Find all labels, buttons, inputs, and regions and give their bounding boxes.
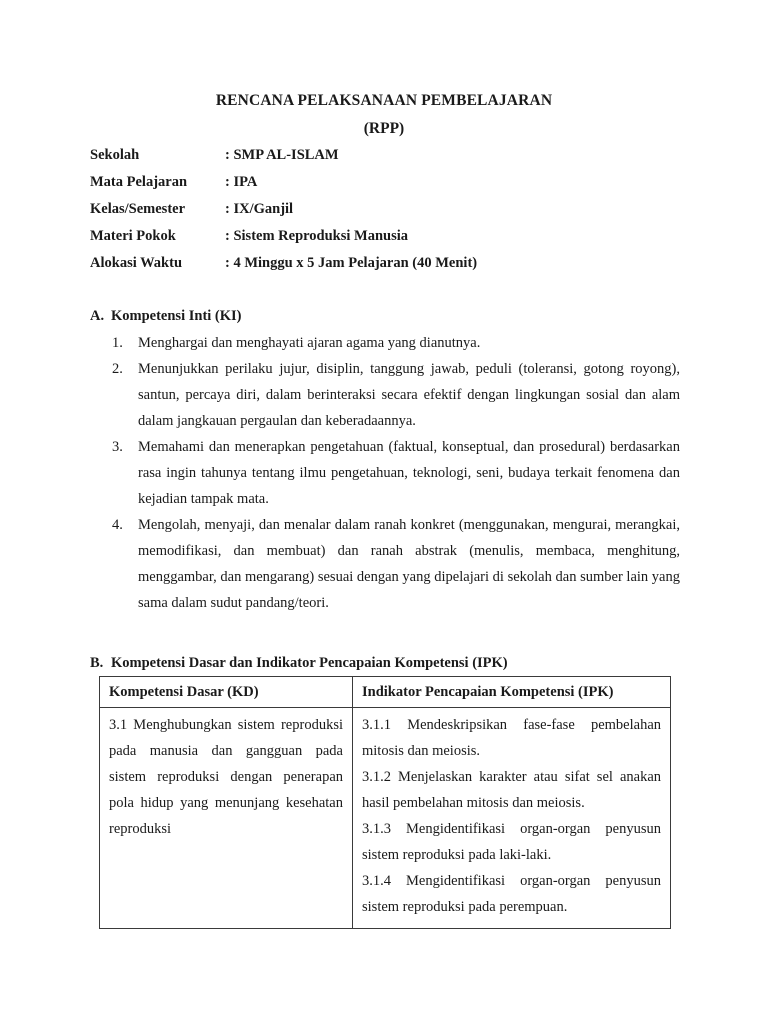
section-title-kompetensi-inti: Kompetensi Inti (KI): [111, 308, 242, 324]
page-subtitle: (RPP): [363, 120, 405, 137]
metadata-value-materi-pokok: : Sistem Reproduksi Manusia: [225, 228, 409, 244]
metadata-row: [90, 147, 680, 174]
metadata-value-alokasi-waktu: : 4 Minggu x 5 Jam Pelajaran (40 Menit): [225, 255, 478, 271]
metadata-value-sekolah: : SMP AL-ISLAM: [225, 147, 339, 163]
table-cell-kompetensi-dasar: [100, 708, 353, 929]
metadata-value-kelas-semester: : IX/Ganjil: [225, 201, 294, 217]
table-cell-indikator: [353, 708, 671, 929]
list-item-number: 4.: [112, 517, 123, 533]
list-item: [112, 356, 680, 434]
list-item: [112, 330, 680, 356]
metadata-label-alokasi-waktu: Alokasi Waktu: [90, 255, 183, 271]
table-header-row: [100, 677, 671, 708]
section-heading-kompetensi-inti: [90, 308, 680, 325]
metadata-label-mata-pelajaran: Mata Pelajaran: [90, 174, 188, 190]
section-letter-a: A.: [90, 308, 105, 324]
table-row: [100, 708, 671, 929]
list-item-number: 1.: [112, 335, 123, 351]
list-item-text: Menunjukkan perilaku jujur, disiplin, tanggung jawab, peduli (toleransi, gotong royong), santun, percaya diri, dalam berinteraksi secara efektif dengan lingkungan sosial dan alam dalam jangkauan pergaulan dan keberadaannya.: [138, 361, 680, 429]
table-header-indikator: Indikator Pencapaian Kompetensi (IPK): [353, 677, 671, 708]
metadata-label-sekolah: Sekolah: [90, 147, 140, 163]
metadata-label-materi-pokok: Materi Pokok: [90, 228, 176, 244]
list-item-number: 3.: [112, 439, 123, 455]
list-item-text: Mengolah, menyaji, dan menalar dalam ranah konkret (menggunakan, mengurai, merangkai, memodifikasi, dan membuat) dan ranah abstrak (menulis, membaca, menghitung, menggambar, dan mengarang) sesuai dengan yang dipelajari di sekolah dan sumber lain yang sama dalam sudut pandang/teori.: [138, 517, 680, 611]
ipk-item-3: 3.1.3 Mengidentifikasi organ-organ penyusun sistem reproduksi pada laki-laki.: [362, 821, 661, 863]
page-title: RENCANA PELAKSANAAN PEMBELAJARAN: [215, 92, 553, 109]
document-metadata: [90, 147, 680, 282]
ipk-item-2: 3.1.2 Menjelaskan karakter atau sifat sel anakan hasil pembelahan mitosis dan meiosis.: [362, 769, 661, 811]
list-item: [112, 512, 680, 616]
metadata-row: [90, 174, 680, 201]
section-letter-b: B.: [90, 655, 104, 671]
metadata-label-kelas-semester: Kelas/Semester: [90, 201, 186, 217]
metadata-value-mata-pelajaran: : IPA: [225, 174, 258, 190]
list-item-text: Memahami dan menerapkan pengetahuan (faktual, konseptual, dan prosedural) berdasarkan rasa ingin tahunya tentang ilmu pengetahuan, teknologi, seni, budaya terkait fenomena dan kejadian tampak mata.: [138, 439, 680, 507]
metadata-row: [90, 201, 680, 228]
ipk-item-4: 3.1.4 Mengidentifikasi organ-organ penyusun sistem reproduksi pada perempuan.: [362, 873, 661, 915]
kd-ipk-table: [99, 676, 671, 929]
table-header-kompetensi-dasar: Kompetensi Dasar (KD): [100, 677, 353, 708]
metadata-row: [90, 255, 680, 282]
metadata-row: [90, 228, 680, 255]
section-heading-kompetensi-dasar: [90, 655, 680, 672]
list-item: [112, 434, 680, 512]
list-item-number: 2.: [112, 361, 123, 377]
list-item-text: Menghargai dan menghayati ajaran agama yang dianutnya.: [138, 335, 481, 351]
kd-paragraph: 3.1 Menghubungkan sistem reproduksi pada manusia dan gangguan pada sistem reproduksi dengan penerapan pola hidup yang menunjang kesehatan reproduksi: [109, 717, 343, 837]
kompetensi-inti-list: [112, 330, 680, 616]
section-title-kompetensi-dasar: Kompetensi Dasar dan Indikator Pencapaian Kompetensi (IPK): [111, 655, 508, 671]
ipk-item-1: 3.1.1 Mendeskripsikan fase-fase pembelahan mitosis dan meiosis.: [362, 717, 661, 759]
